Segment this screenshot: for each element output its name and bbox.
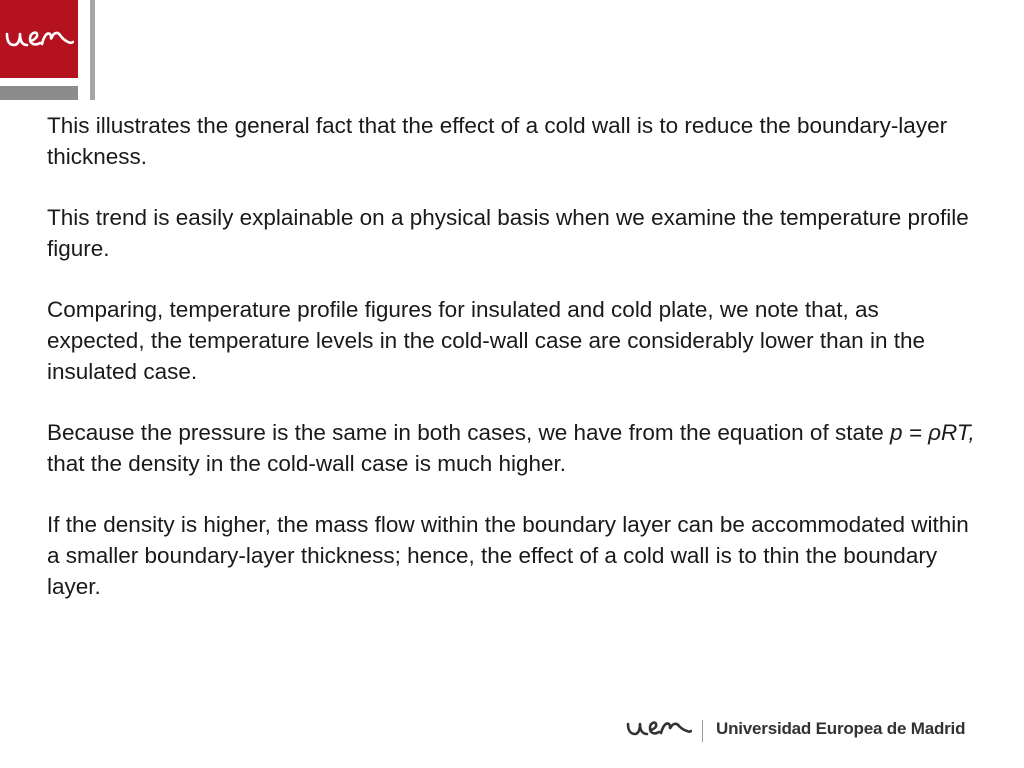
paragraph-5: If the density is higher, the mass flow within the boundary layer can be accommodated within a smaller boundary-layer thickness; hence, the effect of a cold wall is to thin the boundary layer. (47, 512, 969, 599)
slide-body (47, 110, 977, 632)
footer-branding (626, 712, 966, 748)
footer-divider (702, 720, 703, 742)
paragraph-4-text-end: that the density in the cold-wall case is much higher. (47, 451, 567, 476)
uem-script-mark-icon (626, 718, 692, 740)
uem-logo (0, 0, 78, 78)
paragraph-4-text-start: Because the pressure is the same in both cases, we have from the equation of state (47, 420, 890, 445)
logo-vertical-divider (90, 0, 95, 100)
paragraph-4 (47, 417, 977, 479)
logo-gray-bar (0, 86, 78, 100)
uem-script-logo-icon (4, 26, 74, 52)
university-name: Universidad Europea de Madrid (716, 719, 966, 738)
paragraph-2: This trend is easily explainable on a physical basis when we examine the temperature profile figure. (47, 205, 969, 261)
equation-of-state: p = ρRT, (889, 420, 975, 445)
paragraph-3: Comparing, temperature profile figures for insulated and cold plate, we note that, as expected, the temperature levels in the cold-wall case are considerably lower than in the insulated case. (47, 297, 925, 384)
paragraph-1: This illustrates the general fact that the effect of a cold wall is to reduce the boundary-layer thickness. (47, 113, 948, 169)
